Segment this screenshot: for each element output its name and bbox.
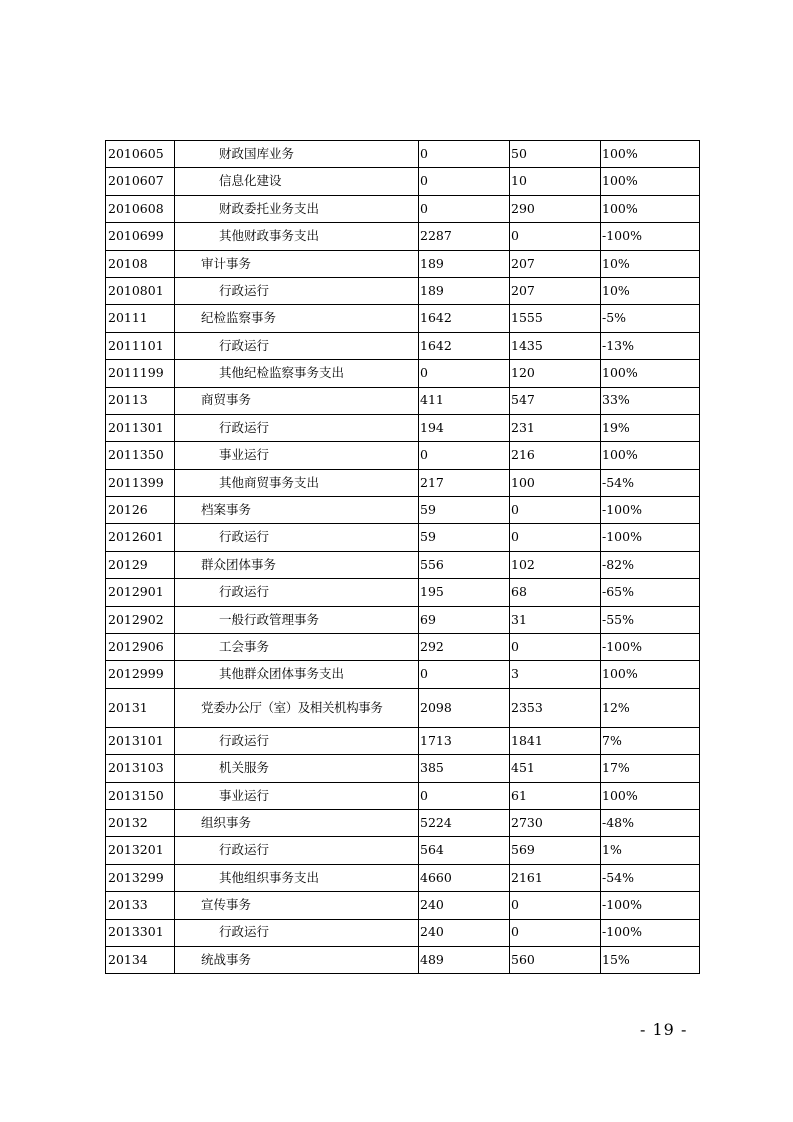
change-percent: 100%	[601, 442, 700, 469]
value-current: 0	[510, 919, 601, 946]
item-code: 20129	[106, 551, 175, 578]
change-percent: 15%	[601, 946, 700, 973]
table-row	[106, 919, 700, 946]
value-current: 451	[510, 755, 601, 782]
item-code: 20111	[106, 305, 175, 332]
value-previous: 489	[419, 946, 510, 973]
change-percent: 100%	[601, 360, 700, 387]
value-previous: 1642	[419, 305, 510, 332]
value-previous: 189	[419, 250, 510, 277]
item-name: 其他纪检监察事务支出	[175, 360, 419, 387]
table-row	[106, 168, 700, 195]
change-percent: 100%	[601, 782, 700, 809]
item-code: 20113	[106, 387, 175, 414]
value-previous: 0	[419, 442, 510, 469]
item-code: 2010801	[106, 277, 175, 304]
value-previous: 0	[419, 661, 510, 688]
item-name: 统战事务	[175, 946, 419, 973]
value-previous: 385	[419, 755, 510, 782]
value-current: 68	[510, 579, 601, 606]
value-previous: 5224	[419, 809, 510, 836]
item-name: 群众团体事务	[175, 551, 419, 578]
value-previous: 217	[419, 469, 510, 496]
item-code: 20108	[106, 250, 175, 277]
value-current: 0	[510, 634, 601, 661]
value-current: 1841	[510, 727, 601, 754]
change-percent: -5%	[601, 305, 700, 332]
table-row	[106, 755, 700, 782]
table-row	[106, 387, 700, 414]
change-percent: -100%	[601, 223, 700, 250]
value-current: 547	[510, 387, 601, 414]
table-row	[106, 727, 700, 754]
value-current: 2161	[510, 864, 601, 891]
item-name: 其他商贸事务支出	[175, 469, 419, 496]
item-name: 商贸事务	[175, 387, 419, 414]
value-current: 1435	[510, 332, 601, 359]
item-code: 2012901	[106, 579, 175, 606]
value-current: 207	[510, 250, 601, 277]
change-percent: -100%	[601, 892, 700, 919]
table-row	[106, 305, 700, 332]
item-code: 2012906	[106, 634, 175, 661]
change-percent: -65%	[601, 579, 700, 606]
item-name: 组织事务	[175, 809, 419, 836]
change-percent: 7%	[601, 727, 700, 754]
item-name: 审计事务	[175, 250, 419, 277]
item-code: 2010607	[106, 168, 175, 195]
table-row	[106, 414, 700, 441]
item-name: 一般行政管理事务	[175, 606, 419, 633]
change-percent: 100%	[601, 168, 700, 195]
table-row	[106, 442, 700, 469]
change-percent: 10%	[601, 277, 700, 304]
value-current: 231	[510, 414, 601, 441]
item-code: 2013201	[106, 837, 175, 864]
item-name: 行政运行	[175, 579, 419, 606]
item-code: 2011399	[106, 469, 175, 496]
change-percent: 33%	[601, 387, 700, 414]
item-name: 其他财政事务支出	[175, 223, 419, 250]
page-number: - 19 -	[640, 1020, 688, 1039]
value-current: 0	[510, 497, 601, 524]
value-current: 216	[510, 442, 601, 469]
value-current: 0	[510, 223, 601, 250]
item-code: 2013301	[106, 919, 175, 946]
value-previous: 0	[419, 360, 510, 387]
item-name: 事业运行	[175, 782, 419, 809]
change-percent: 17%	[601, 755, 700, 782]
value-previous: 0	[419, 195, 510, 222]
value-previous: 292	[419, 634, 510, 661]
item-name: 纪检监察事务	[175, 305, 419, 332]
table-row	[106, 250, 700, 277]
item-name: 行政运行	[175, 727, 419, 754]
value-current: 1555	[510, 305, 601, 332]
value-current: 207	[510, 277, 601, 304]
item-name: 信息化建设	[175, 168, 419, 195]
item-name: 财政国库业务	[175, 141, 419, 168]
value-current: 0	[510, 524, 601, 551]
item-code: 2011301	[106, 414, 175, 441]
item-code: 20133	[106, 892, 175, 919]
value-current: 31	[510, 606, 601, 633]
table-row	[106, 864, 700, 891]
change-percent: -100%	[601, 634, 700, 661]
item-code: 2011101	[106, 332, 175, 359]
item-code: 2013101	[106, 727, 175, 754]
change-percent: 100%	[601, 661, 700, 688]
table-row	[106, 469, 700, 496]
item-name: 行政运行	[175, 837, 419, 864]
change-percent: 100%	[601, 195, 700, 222]
value-previous: 1642	[419, 332, 510, 359]
table-row	[106, 223, 700, 250]
change-percent: -48%	[601, 809, 700, 836]
item-code: 2011199	[106, 360, 175, 387]
table-row	[106, 688, 700, 727]
item-code: 20126	[106, 497, 175, 524]
item-code: 2010605	[106, 141, 175, 168]
value-previous: 189	[419, 277, 510, 304]
item-name: 工会事务	[175, 634, 419, 661]
change-percent: -55%	[601, 606, 700, 633]
table-row	[106, 141, 700, 168]
value-previous: 0	[419, 141, 510, 168]
item-code: 20132	[106, 809, 175, 836]
item-name: 宣传事务	[175, 892, 419, 919]
table-row	[106, 524, 700, 551]
value-current: 10	[510, 168, 601, 195]
table-row	[106, 551, 700, 578]
table-row	[106, 195, 700, 222]
item-name: 行政运行	[175, 414, 419, 441]
item-name: 行政运行	[175, 524, 419, 551]
item-name: 行政运行	[175, 332, 419, 359]
value-previous: 195	[419, 579, 510, 606]
value-previous: 4660	[419, 864, 510, 891]
value-previous: 564	[419, 837, 510, 864]
table-row	[106, 332, 700, 359]
value-current: 100	[510, 469, 601, 496]
value-current: 3	[510, 661, 601, 688]
change-percent: -100%	[601, 497, 700, 524]
value-previous: 240	[419, 892, 510, 919]
value-previous: 0	[419, 168, 510, 195]
table-row	[106, 892, 700, 919]
table-row	[106, 634, 700, 661]
item-name: 行政运行	[175, 277, 419, 304]
item-code: 2012601	[106, 524, 175, 551]
item-code: 2012902	[106, 606, 175, 633]
value-previous: 240	[419, 919, 510, 946]
table-row	[106, 360, 700, 387]
item-code: 2013150	[106, 782, 175, 809]
change-percent: -54%	[601, 469, 700, 496]
item-code: 2013299	[106, 864, 175, 891]
value-previous: 2098	[419, 688, 510, 727]
value-current: 560	[510, 946, 601, 973]
value-previous: 556	[419, 551, 510, 578]
item-code: 2010699	[106, 223, 175, 250]
value-current: 290	[510, 195, 601, 222]
item-code: 20131	[106, 688, 175, 727]
table-row	[106, 497, 700, 524]
value-previous: 59	[419, 497, 510, 524]
value-current: 102	[510, 551, 601, 578]
value-previous: 411	[419, 387, 510, 414]
item-name: 档案事务	[175, 497, 419, 524]
table-row	[106, 782, 700, 809]
table-row	[106, 661, 700, 688]
item-code: 20134	[106, 946, 175, 973]
table-row	[106, 579, 700, 606]
table-row	[106, 809, 700, 836]
value-current: 569	[510, 837, 601, 864]
item-name: 党委办公厅（室）及相关机构事务	[175, 688, 419, 727]
change-percent: 10%	[601, 250, 700, 277]
item-name: 其他组织事务支出	[175, 864, 419, 891]
change-percent: 19%	[601, 414, 700, 441]
change-percent: 1%	[601, 837, 700, 864]
value-current: 2353	[510, 688, 601, 727]
table-body	[106, 141, 700, 974]
item-name: 行政运行	[175, 919, 419, 946]
value-previous: 194	[419, 414, 510, 441]
value-previous: 69	[419, 606, 510, 633]
change-percent: -100%	[601, 919, 700, 946]
item-name: 其他群众团体事务支出	[175, 661, 419, 688]
value-previous: 2287	[419, 223, 510, 250]
item-name: 机关服务	[175, 755, 419, 782]
table-row	[106, 277, 700, 304]
item-code: 2010608	[106, 195, 175, 222]
value-current: 2730	[510, 809, 601, 836]
value-previous: 0	[419, 782, 510, 809]
change-percent: -82%	[601, 551, 700, 578]
table-row	[106, 606, 700, 633]
value-current: 120	[510, 360, 601, 387]
change-percent: -54%	[601, 864, 700, 891]
value-previous: 1713	[419, 727, 510, 754]
change-percent: 12%	[601, 688, 700, 727]
item-code: 2012999	[106, 661, 175, 688]
table-row	[106, 946, 700, 973]
value-previous: 59	[419, 524, 510, 551]
item-code: 2011350	[106, 442, 175, 469]
change-percent: 100%	[601, 141, 700, 168]
table-row	[106, 837, 700, 864]
value-current: 0	[510, 892, 601, 919]
item-code: 2013103	[106, 755, 175, 782]
value-current: 61	[510, 782, 601, 809]
budget-table	[105, 140, 700, 974]
item-name: 事业运行	[175, 442, 419, 469]
change-percent: -100%	[601, 524, 700, 551]
item-name: 财政委托业务支出	[175, 195, 419, 222]
value-current: 50	[510, 141, 601, 168]
change-percent: -13%	[601, 332, 700, 359]
